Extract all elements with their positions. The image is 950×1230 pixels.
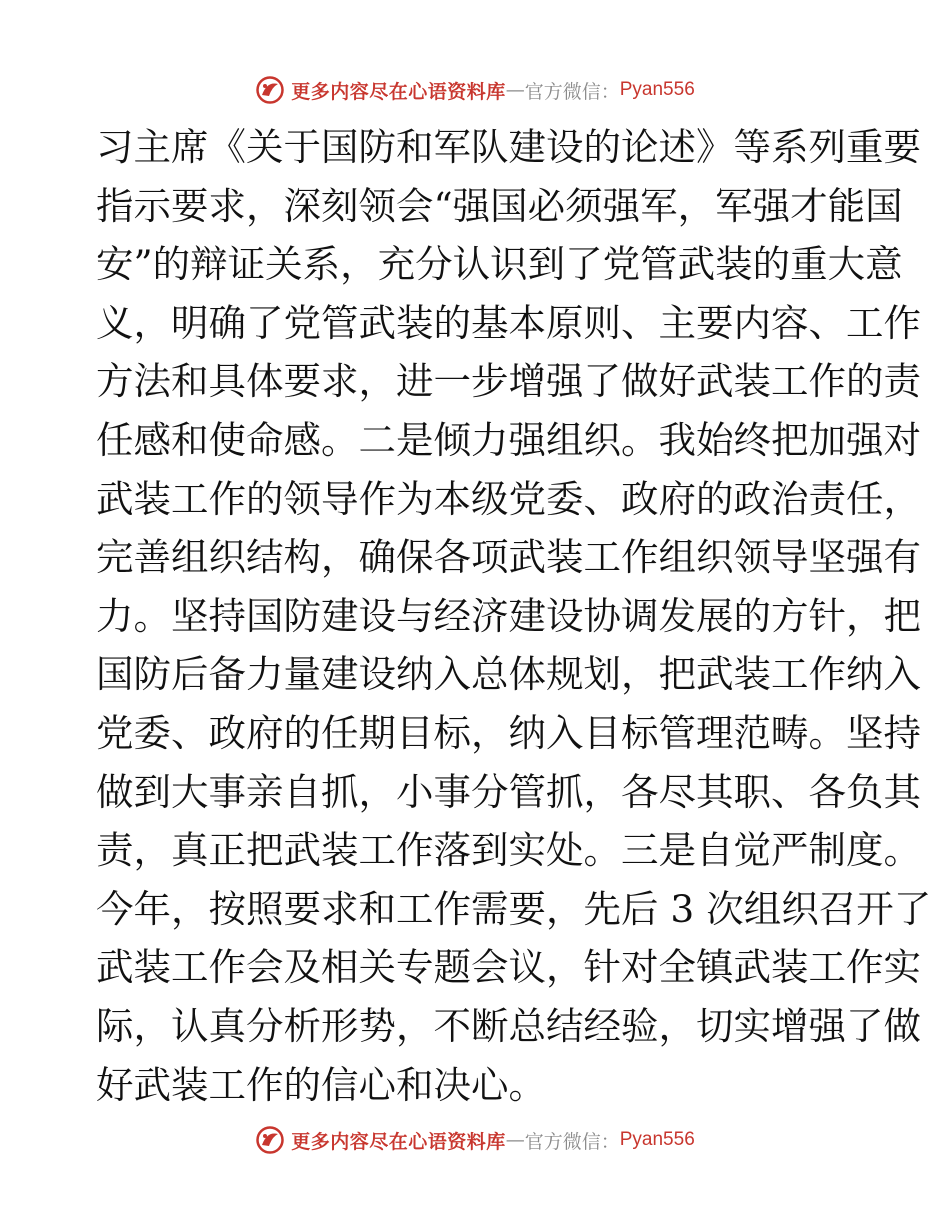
text-line: 安”的辩证关系，充分认识到了党管武装的重大意 — [96, 242, 903, 287]
text-line: 党委、政府的任期目标，纳入目标管理范畴。坚持 — [96, 710, 921, 755]
text-line: 任感和使命感。二是倾力强组织。我始终把加强对 — [96, 417, 921, 462]
text-line: 习主席《关于国防和军队建设的论述》等系列重要 — [96, 125, 921, 169]
text-line: 今年，按照要求和工作需要，先后 3 次组织召开了 — [96, 886, 932, 931]
text-line: 际，认真分析形势，不断总结经验，切实增强了做 — [96, 1003, 921, 1048]
logo-icon — [255, 75, 285, 105]
banner-wechat-label: 官方微信： — [524, 1130, 620, 1153]
banner-separator: — — [505, 1129, 525, 1151]
footer-banner — [0, 1122, 950, 1158]
logo-icon — [255, 1125, 285, 1155]
banner-wechat-id: Pyan556 — [619, 79, 695, 100]
text-line: 武装工作会及相关专题会议，针对全镇武装工作实 — [96, 945, 921, 990]
banner-wechat-id: Pyan556 — [619, 1129, 695, 1150]
text-line: 完善组织结构，确保各项武装工作组织领导坚强有 — [96, 535, 921, 580]
text-line: 国防后备力量建设纳入总体规划，把武装工作纳入 — [96, 652, 921, 697]
text-line: 指示要求，深刻领会“强国必须强军，军强才能国 — [96, 183, 903, 228]
text-line-last: 好武装工作的信心和决心。 — [96, 1062, 546, 1107]
text-line: 做到大事亲自抓，小事分管抓，各尽其职、各负其 — [96, 769, 921, 814]
text-line: 义，明确了党管武装的基本原则、主要内容、工作 — [96, 300, 921, 345]
text-line: 武装工作的领导作为本级党委、政府的政治责任， — [96, 476, 921, 521]
banner-brand-text: 更多内容尽在心语资料库 — [291, 1130, 506, 1153]
body-paragraph — [96, 118, 932, 1114]
text-line: 责，真正把武装工作落到实处。三是自觉严制度。 — [96, 828, 921, 873]
text-line: 方法和具体要求，进一步增强了做好武装工作的责 — [96, 359, 921, 404]
banner-brand-text: 更多内容尽在心语资料库 — [291, 80, 506, 103]
banner-separator: — — [505, 79, 525, 101]
header-banner — [0, 72, 950, 108]
banner-wechat-label: 官方微信： — [524, 80, 620, 103]
text-line: 力。坚持国防建设与经济建设协调发展的方针，把 — [96, 593, 921, 638]
